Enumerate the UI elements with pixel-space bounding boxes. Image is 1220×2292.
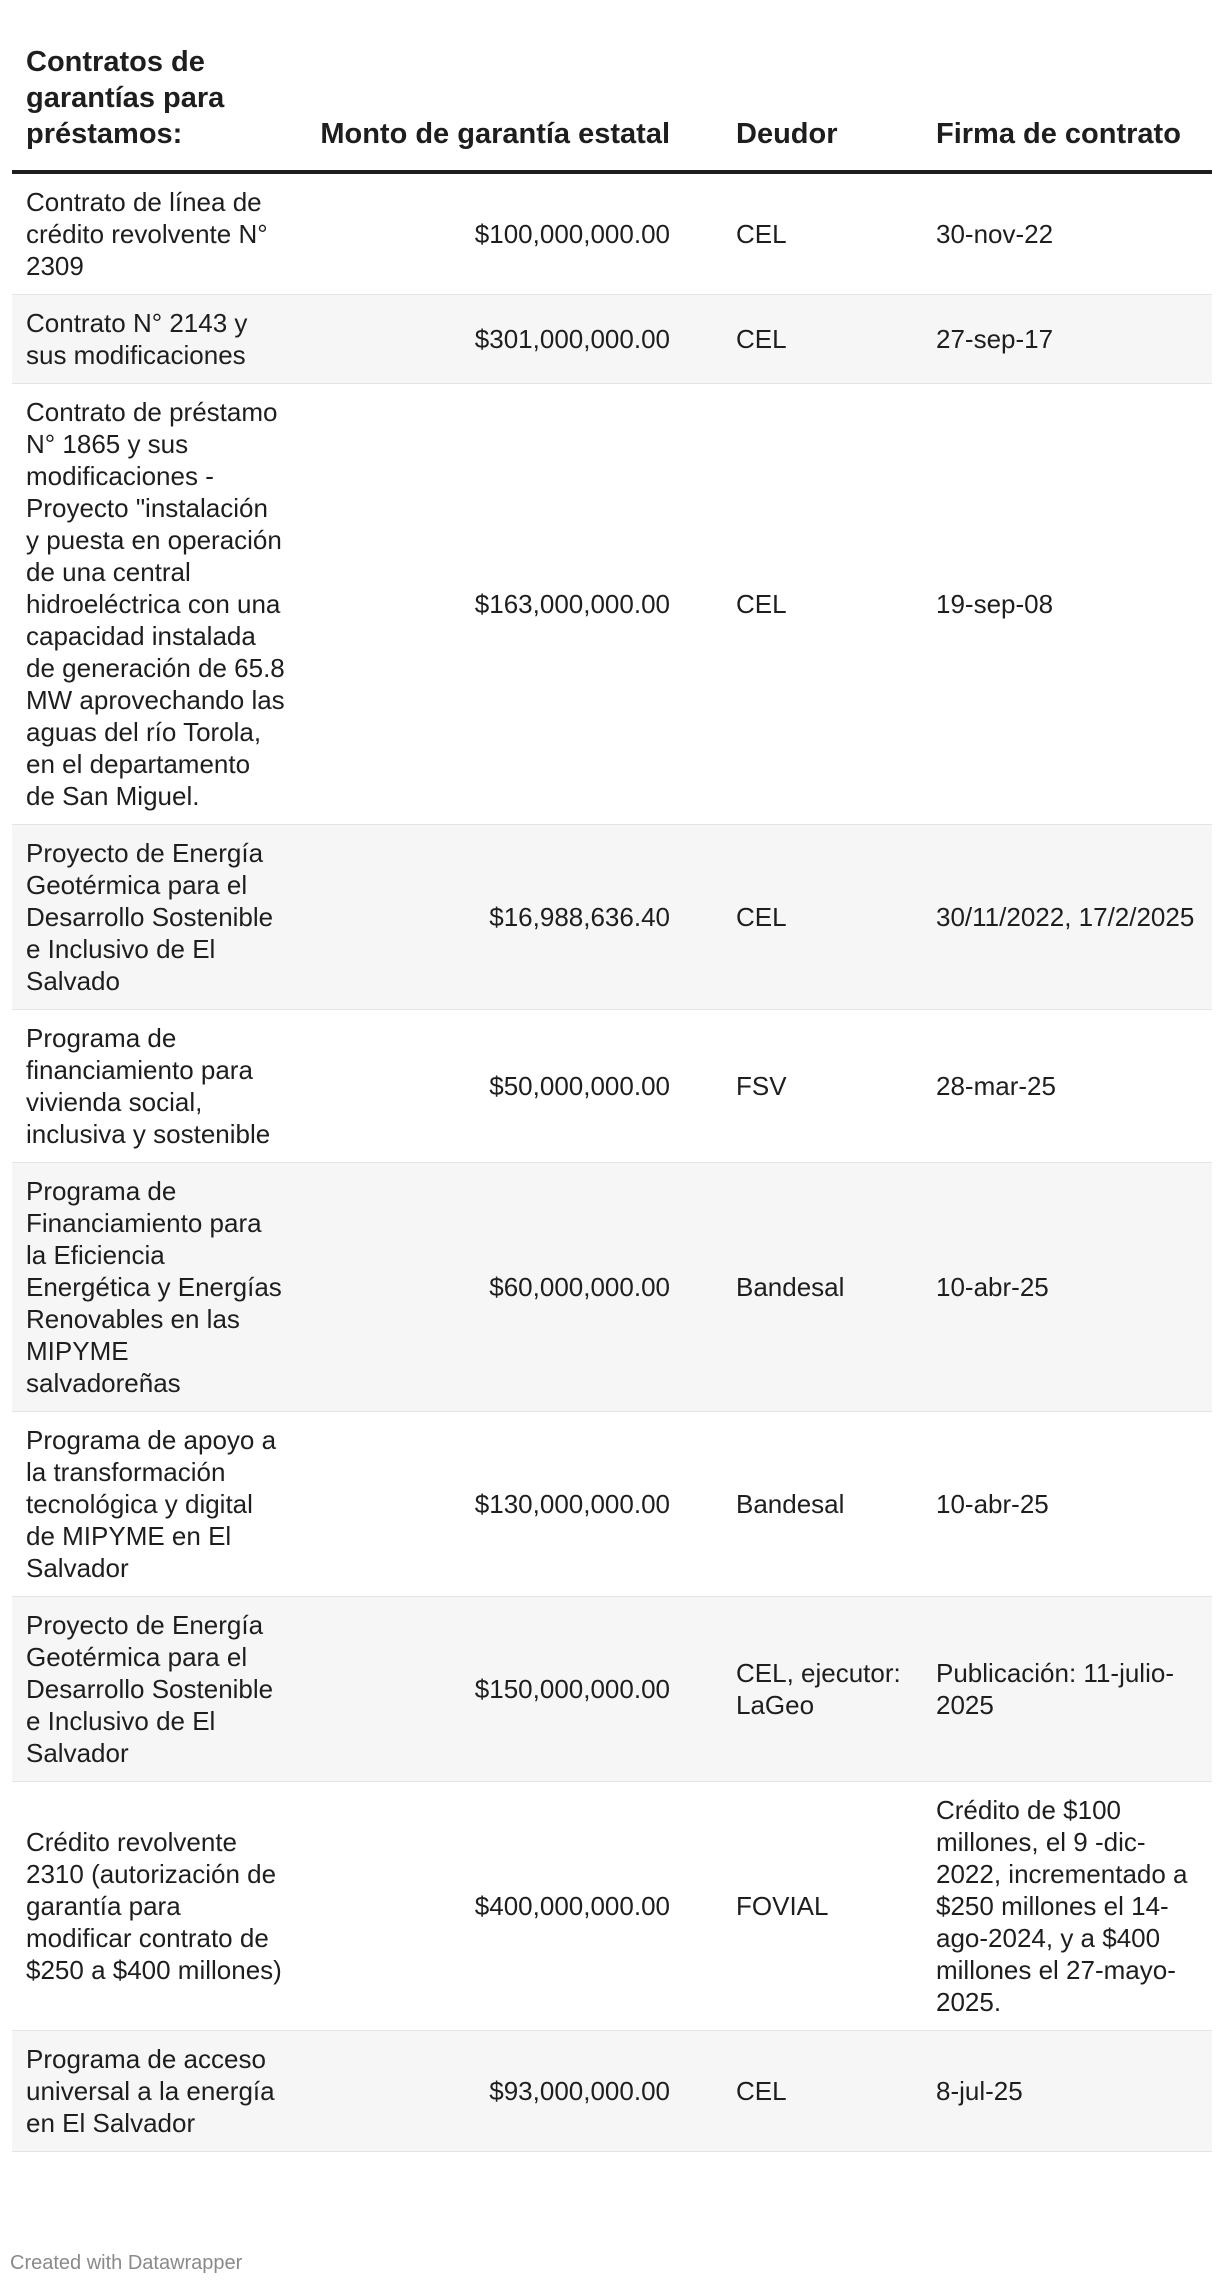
table-row	[12, 1163, 1212, 1412]
cell-contract: Programa de Financiamiento para la Eficiencia Energética y Energías Renovables en las MIPYME salvadoreñas	[12, 1163, 300, 1412]
cell-amount: $163,000,000.00	[300, 384, 684, 825]
cell-amount: $100,000,000.00	[300, 172, 684, 295]
cell-signature: 10-abr-25	[922, 1412, 1212, 1597]
cell-amount: $150,000,000.00	[300, 1597, 684, 1782]
cell-signature: 8-jul-25	[922, 2031, 1212, 2152]
table-row	[12, 1782, 1212, 2031]
cell-amount: $16,988,636.40	[300, 825, 684, 1010]
header-signature: Firma de contrato	[922, 44, 1212, 172]
datawrapper-credit: Created with Datawrapper	[10, 2252, 243, 2274]
table-row	[12, 172, 1212, 295]
cell-debtor: CEL	[684, 384, 922, 825]
table-body	[12, 172, 1212, 2152]
header-row	[12, 44, 1212, 172]
header-amount: Monto de garantía estatal	[300, 44, 684, 172]
cell-contract: Proyecto de Energía Geotérmica para el Desarrollo Sostenible e Inclusivo de El Salvador	[12, 1597, 300, 1782]
table-row	[12, 1010, 1212, 1163]
table-row	[12, 295, 1212, 384]
cell-debtor: CEL	[684, 825, 922, 1010]
cell-contract: Proyecto de Energía Geotérmica para el Desarrollo Sostenible e Inclusivo de El Salvado	[12, 825, 300, 1010]
cell-signature: Publicación: 11-julio-2025	[922, 1597, 1212, 1782]
cell-debtor: FSV	[684, 1010, 922, 1163]
cell-signature: 27-sep-17	[922, 295, 1212, 384]
cell-debtor: CEL	[684, 295, 922, 384]
cell-amount: $93,000,000.00	[300, 2031, 684, 2152]
header-debtor: Deudor	[684, 44, 922, 172]
cell-contract: Programa de acceso universal a la energía en El Salvador	[12, 2031, 300, 2152]
cell-contract: Contrato de préstamo N° 1865 y sus modificaciones - Proyecto "instalación y puesta en operación de una central hidroeléctrica con una capacidad instalada de generación de 65.8 MW aprovechando las aguas del río Torola, en el departamento de San Miguel.	[12, 384, 300, 825]
cell-debtor: CEL	[684, 2031, 922, 2152]
cell-signature: 10-abr-25	[922, 1163, 1212, 1412]
cell-signature: 19-sep-08	[922, 384, 1212, 825]
cell-signature: 28-mar-25	[922, 1010, 1212, 1163]
cell-signature: Crédito de $100 millones, el 9 -dic-2022, incrementado a $250 millones el 14-ago-2024, y a $400 millones el 27-mayo-2025.	[922, 1782, 1212, 2031]
table-row	[12, 1597, 1212, 1782]
header-contract: Contratos de garantías para préstamos:	[12, 44, 300, 172]
cell-amount: $60,000,000.00	[300, 1163, 684, 1412]
cell-debtor: Bandesal	[684, 1412, 922, 1597]
table-row	[12, 384, 1212, 825]
cell-amount: $50,000,000.00	[300, 1010, 684, 1163]
cell-contract: Crédito revolvente 2310 (autorización de garantía para modificar contrato de $250 a $400 millones)	[12, 1782, 300, 2031]
table-row	[12, 2031, 1212, 2152]
cell-amount: $130,000,000.00	[300, 1412, 684, 1597]
cell-signature: 30/11/2022, 17/2/2025	[922, 825, 1212, 1010]
table-row	[12, 825, 1212, 1010]
cell-debtor: CEL	[684, 172, 922, 295]
guarantees-table	[12, 44, 1212, 2152]
table-header	[12, 44, 1212, 172]
cell-debtor: FOVIAL	[684, 1782, 922, 2031]
cell-contract: Programa de apoyo a la transformación tecnológica y digital de MIPYME en El Salvador	[12, 1412, 300, 1597]
cell-amount: $400,000,000.00	[300, 1782, 684, 2031]
cell-debtor: Bandesal	[684, 1163, 922, 1412]
cell-amount: $301,000,000.00	[300, 295, 684, 384]
cell-signature: 30-nov-22	[922, 172, 1212, 295]
cell-contract: Programa de financiamiento para vivienda social, inclusiva y sostenible	[12, 1010, 300, 1163]
cell-contract: Contrato N° 2143 y sus modificaciones	[12, 295, 300, 384]
table-row	[12, 1412, 1212, 1597]
cell-contract: Contrato de línea de crédito revolvente N° 2309	[12, 172, 300, 295]
cell-debtor: CEL, ejecutor: LaGeo	[684, 1597, 922, 1782]
